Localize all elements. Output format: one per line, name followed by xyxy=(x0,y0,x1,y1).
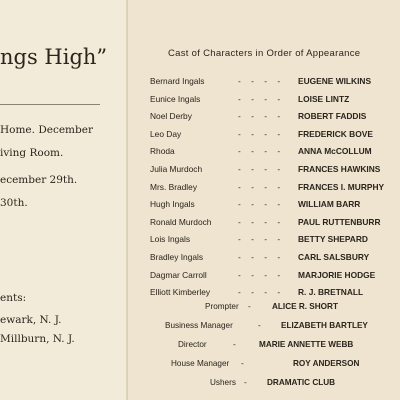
actor-name: PAUL RUTTENBURR xyxy=(298,216,381,227)
staff-name: DRAMATIC CLUB xyxy=(267,378,336,387)
cast-row xyxy=(150,287,390,304)
cast-row xyxy=(150,199,390,216)
play-title: ngs High” xyxy=(0,45,108,69)
leader-dashes: - - - - xyxy=(238,269,285,280)
cast-row xyxy=(150,94,390,111)
character-name: Bradley Ingals xyxy=(150,252,204,262)
character-name: Leo Day xyxy=(150,128,182,139)
actor-name: EUGENE WILKINS xyxy=(298,76,372,86)
staff-dash: - xyxy=(241,359,244,368)
staff-role: Business Manager xyxy=(165,321,233,330)
character-name: Rhoda xyxy=(150,146,175,157)
cast-heading: Cast of Characters in Order of Appearance xyxy=(168,48,361,59)
actor-name: R. J. BRETNALL xyxy=(298,287,364,298)
leader-dashes: - - - - xyxy=(238,216,285,227)
leader-dashes: - - - - xyxy=(238,234,285,245)
actor-name: CARL SALSBURY xyxy=(298,252,370,262)
cast-row xyxy=(150,217,390,234)
character-name: Mrs. Bradley xyxy=(150,181,198,192)
leader-dashes: - - - - xyxy=(238,128,285,139)
cast-row xyxy=(150,182,390,199)
credits-heading: ents: xyxy=(0,292,27,304)
actor-name: WILLIAM BARR xyxy=(298,199,361,210)
staff-dash: - xyxy=(233,340,236,349)
date-line-1: ecember 29th. xyxy=(0,174,78,186)
actor-name: ROBERT FADDIS xyxy=(298,111,367,122)
venue-line: Home. December xyxy=(0,124,93,136)
leader-dashes: - - - - xyxy=(238,76,285,86)
cast-row xyxy=(150,111,390,128)
title-rule xyxy=(0,104,100,105)
character-name: Lois Ingals xyxy=(150,234,191,245)
character-name: Elliott Kimberley xyxy=(150,287,211,298)
actor-name: ANNA McCOLLUM xyxy=(298,146,372,157)
actor-name: FRANCES HAWKINS xyxy=(298,164,381,174)
credit-line-newark: ewark, N. J. xyxy=(0,314,62,326)
leader-dashes: - - - - xyxy=(238,181,285,192)
cast-row xyxy=(150,252,390,269)
cast-row xyxy=(150,164,390,181)
actor-name: FRANCES I. MURPHY xyxy=(298,181,385,192)
leader-dashes: - - - - xyxy=(238,146,285,157)
leader-dashes: - - - - xyxy=(238,252,285,262)
staff-dash: - xyxy=(258,321,261,330)
character-name: Bernard Ingals xyxy=(150,76,205,86)
staff-dash: - xyxy=(248,302,251,311)
character-name: Eunice Ingals xyxy=(150,93,201,104)
actor-name: MARJORIE HODGE xyxy=(298,269,376,280)
staff-role: House Manager xyxy=(171,359,230,368)
staff-dash: - xyxy=(244,378,247,387)
leader-dashes: - - - - xyxy=(238,199,285,210)
cast-row xyxy=(150,270,390,287)
staff-role: Director xyxy=(178,340,207,349)
character-name: Noel Derby xyxy=(150,111,192,122)
date-line-2: 30th. xyxy=(0,197,28,209)
leader-dashes: - - - - xyxy=(238,287,285,298)
staff-name: ROY ANDERSON xyxy=(293,359,360,368)
credit-line-millburn: Millburn, N. J. xyxy=(0,333,75,345)
actor-name: FREDERICK BOVE xyxy=(298,128,373,139)
character-name: Dagmar Carroll xyxy=(150,269,207,280)
character-name: Julia Murdoch xyxy=(150,164,203,174)
cast-row xyxy=(150,129,390,146)
staff-name: ALICE R. SHORT xyxy=(272,302,338,311)
leader-dashes: - - - - xyxy=(238,111,285,122)
actor-name: BETTY SHEPARD xyxy=(298,234,368,245)
staff-name: MARIE ANNETTE WEBB xyxy=(259,340,354,349)
character-name: Ronald Murdoch xyxy=(150,216,212,227)
cast-row xyxy=(150,76,390,93)
leader-dashes: - - - - xyxy=(238,93,285,104)
cast-row xyxy=(150,146,390,163)
character-name: Hugh Ingals xyxy=(150,199,195,210)
staff-name: ELIZABETH BARTLEY xyxy=(281,321,368,330)
staff-role: Prompter xyxy=(205,302,239,311)
actor-name: LOISE LINTZ xyxy=(298,93,350,104)
cast-row xyxy=(150,234,390,251)
leader-dashes: - - - - xyxy=(238,164,285,174)
left-program-panel xyxy=(0,0,128,400)
setting-line: iving Room. xyxy=(0,147,64,159)
staff-role: Ushers xyxy=(210,378,236,387)
